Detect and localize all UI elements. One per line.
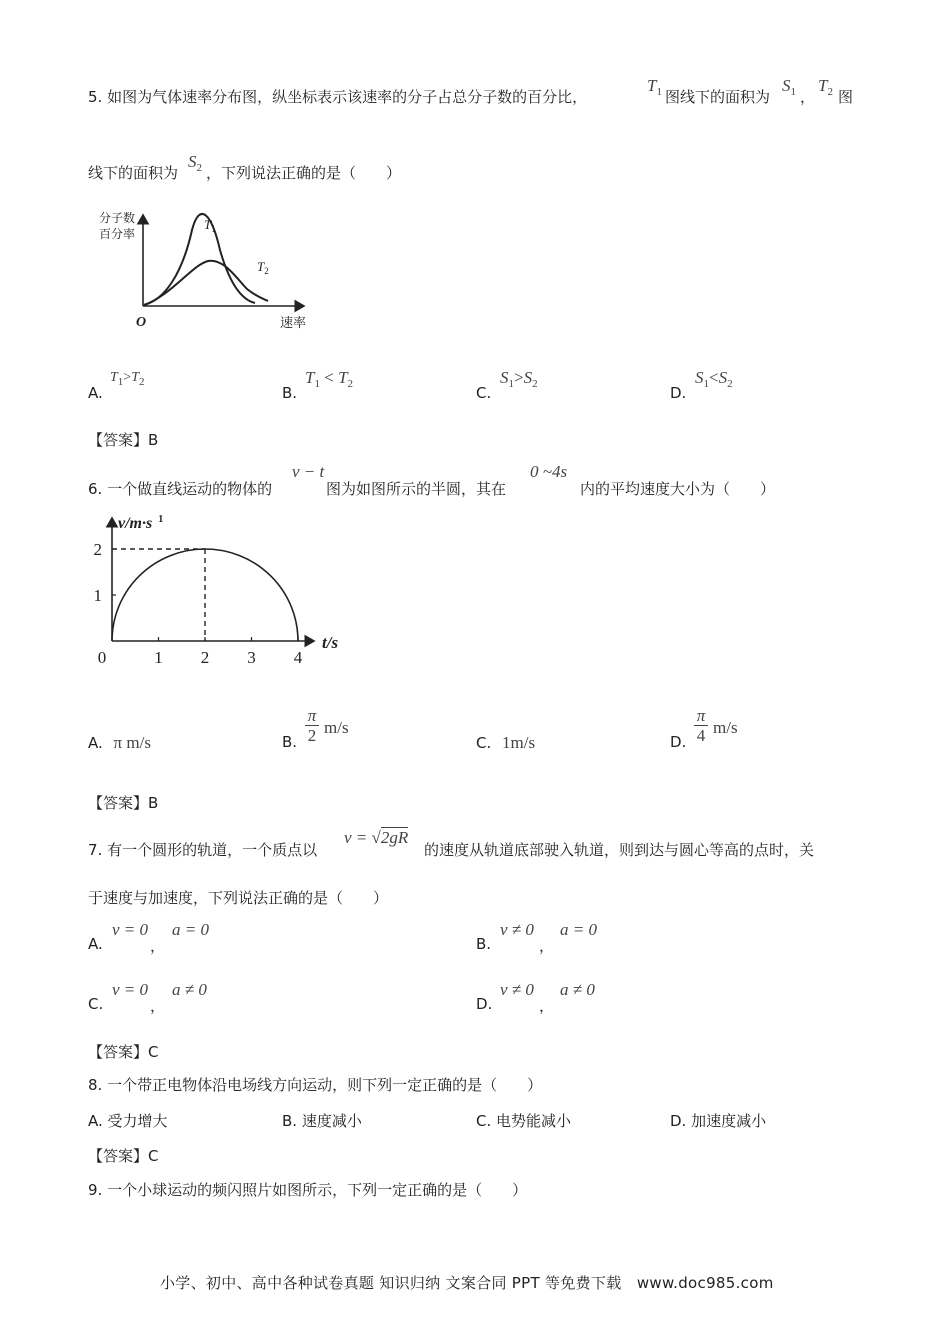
q6-text-a: 6. 一个做直线运动的物体的 (88, 480, 273, 498)
q5-t1-label: $T_1$ (204, 217, 216, 234)
q5-ylabel-2: 百分率 (99, 227, 136, 241)
q6-xtick-label: 2 (200, 648, 210, 667)
q8-text: 8. 一个带正电物体沿电场线方向运动，则下列一定正确的是（ ） (88, 1076, 543, 1094)
q7-option-d-a: a ≠ 0 (560, 980, 595, 999)
q8-option-a[interactable]: A. 受力增大 (88, 1112, 168, 1130)
q7-option-d-sep: ， (539, 997, 555, 1015)
q5-answer: 【答案】B (88, 431, 159, 449)
q6-xtick-label: 4 (293, 648, 303, 667)
q6-option-b-frac: π 2 (305, 706, 319, 745)
q5-text-c: 图 (838, 88, 854, 106)
q5-origin: O (136, 315, 147, 330)
q6-chart (88, 510, 358, 670)
q6-option-b-unit: m/s (324, 718, 349, 737)
q6-xlabel: t/s (322, 633, 339, 652)
q6-option-c-value: 1m/s (502, 733, 536, 752)
q8-option-c[interactable]: C. 电势能减小 (476, 1112, 572, 1130)
q6-vt: v − t (292, 462, 325, 481)
q5-s2: $S_2$ (188, 152, 202, 174)
q7-option-d-v: v ≠ 0 (500, 980, 534, 999)
q6-range: 0 ~4s (530, 462, 568, 481)
q5-t1: $T_1$ (647, 76, 662, 98)
q7-option-c[interactable]: C. (88, 995, 104, 1013)
q6-xtick-label: 0 (97, 648, 107, 667)
q6-xtick-label: 1 (154, 648, 163, 667)
q6-ytick-label: 2 (93, 540, 102, 559)
q6-option-d[interactable]: D. (670, 733, 687, 751)
q8-answer: 【答案】C (88, 1147, 159, 1165)
q5-s1: $S_1$ (782, 76, 796, 98)
q5-figure (92, 205, 332, 335)
q5-option-c[interactable]: C. (476, 384, 492, 402)
q7-option-a-a: a = 0 (172, 920, 209, 939)
q7-answer: 【答案】C (88, 1043, 159, 1061)
q6-text-b: 图为如图所示的半圆，其在 (326, 480, 507, 498)
q7-option-b-a: a = 0 (560, 920, 597, 939)
q7-option-c-sep: ， (150, 997, 166, 1015)
q6-ylabel: v/m·s $^1$ (118, 514, 164, 532)
q5-option-d-expr: $S_1<S_2$ (695, 368, 733, 390)
q7-text-a: 7. 有一个圆形的轨道，一个质点以 (88, 841, 318, 859)
q7-option-a-v: v = 0 (112, 920, 149, 939)
q5-t2: $T_2$ (818, 76, 833, 98)
q7-line2: 于速度与加速度，下列说法正确的是（ ） (88, 889, 389, 907)
q5-t2-label: $T_2$ (257, 259, 269, 276)
q7-option-c-v: v = 0 (112, 980, 149, 999)
q7-option-b-sep: ， (539, 937, 555, 955)
q5-option-d[interactable]: D. (670, 384, 687, 402)
q5-option-a[interactable]: A. (88, 384, 103, 402)
q7-option-c-a: a ≠ 0 (172, 980, 207, 999)
q5-comma: ， (800, 88, 816, 106)
q5-text-b: 图线下的面积为 (665, 88, 771, 106)
q5-option-b[interactable]: B. (282, 384, 298, 402)
q5-option-b-expr: $T_1 < T_2$ (305, 368, 354, 390)
q8-option-b[interactable]: B. 速度减小 (282, 1112, 362, 1130)
q7-text-b: 的速度从轨道底部驶入轨道，则到达与圆心等高的点时，关 (424, 841, 815, 859)
q6-xtick-label: 3 (247, 648, 256, 667)
q5-line2-b: ，下列说法正确的是（ ） (206, 164, 402, 182)
q6-answer: 【答案】B (88, 794, 159, 812)
q6-option-a-value: π m/s (113, 733, 151, 752)
q5-text-a: 5. 如图为气体速率分布图，纵坐标表示该速率的分子占总分子数的百分比， (88, 88, 588, 106)
q6-ytick-label: 1 (93, 586, 102, 605)
q7-option-b-v: v ≠ 0 (500, 920, 534, 939)
q6-option-d-frac: π 4 (694, 706, 708, 745)
q5-option-a-expr: $T_1>T_2$ (110, 370, 145, 388)
q6-option-a[interactable]: A. π m/s (88, 733, 151, 752)
q9-text: 9. 一个小球运动的频闪照片如图所示，下列一定正确的是（ ） (88, 1181, 528, 1199)
q5-curve-t2 (144, 261, 268, 305)
q6-option-d-unit: m/s (713, 718, 738, 737)
q7-option-a-sep: ， (150, 937, 166, 955)
q6-option-c[interactable]: C. 1m/s (476, 733, 536, 752)
q6-text-c: 内的平均速度大小为（ ） (580, 480, 776, 498)
q7-formula: v = √2gR (344, 828, 409, 847)
q7-option-b[interactable]: B. (476, 935, 492, 953)
q5-option-c-expr: $S_1>S_2$ (500, 368, 538, 390)
page-footer: 小学、初中、高中各种试卷真题 知识归纳 文案合同 PPT 等免费下载 www.doc985.com (160, 1274, 774, 1292)
q5-line1 (88, 86, 587, 107)
q7-option-d[interactable]: D. (476, 995, 493, 1013)
q7-option-a[interactable]: A. (88, 935, 103, 953)
q6-option-b[interactable]: B. (282, 733, 298, 751)
q5-xlabel: 速率 (280, 316, 307, 331)
q8-option-d[interactable]: D. 加速度减小 (670, 1112, 767, 1130)
q5-line2-a: 线下的面积为 (88, 164, 179, 182)
q5-ylabel-1: 分子数 (99, 211, 136, 225)
q5-curve-t1 (144, 214, 255, 305)
